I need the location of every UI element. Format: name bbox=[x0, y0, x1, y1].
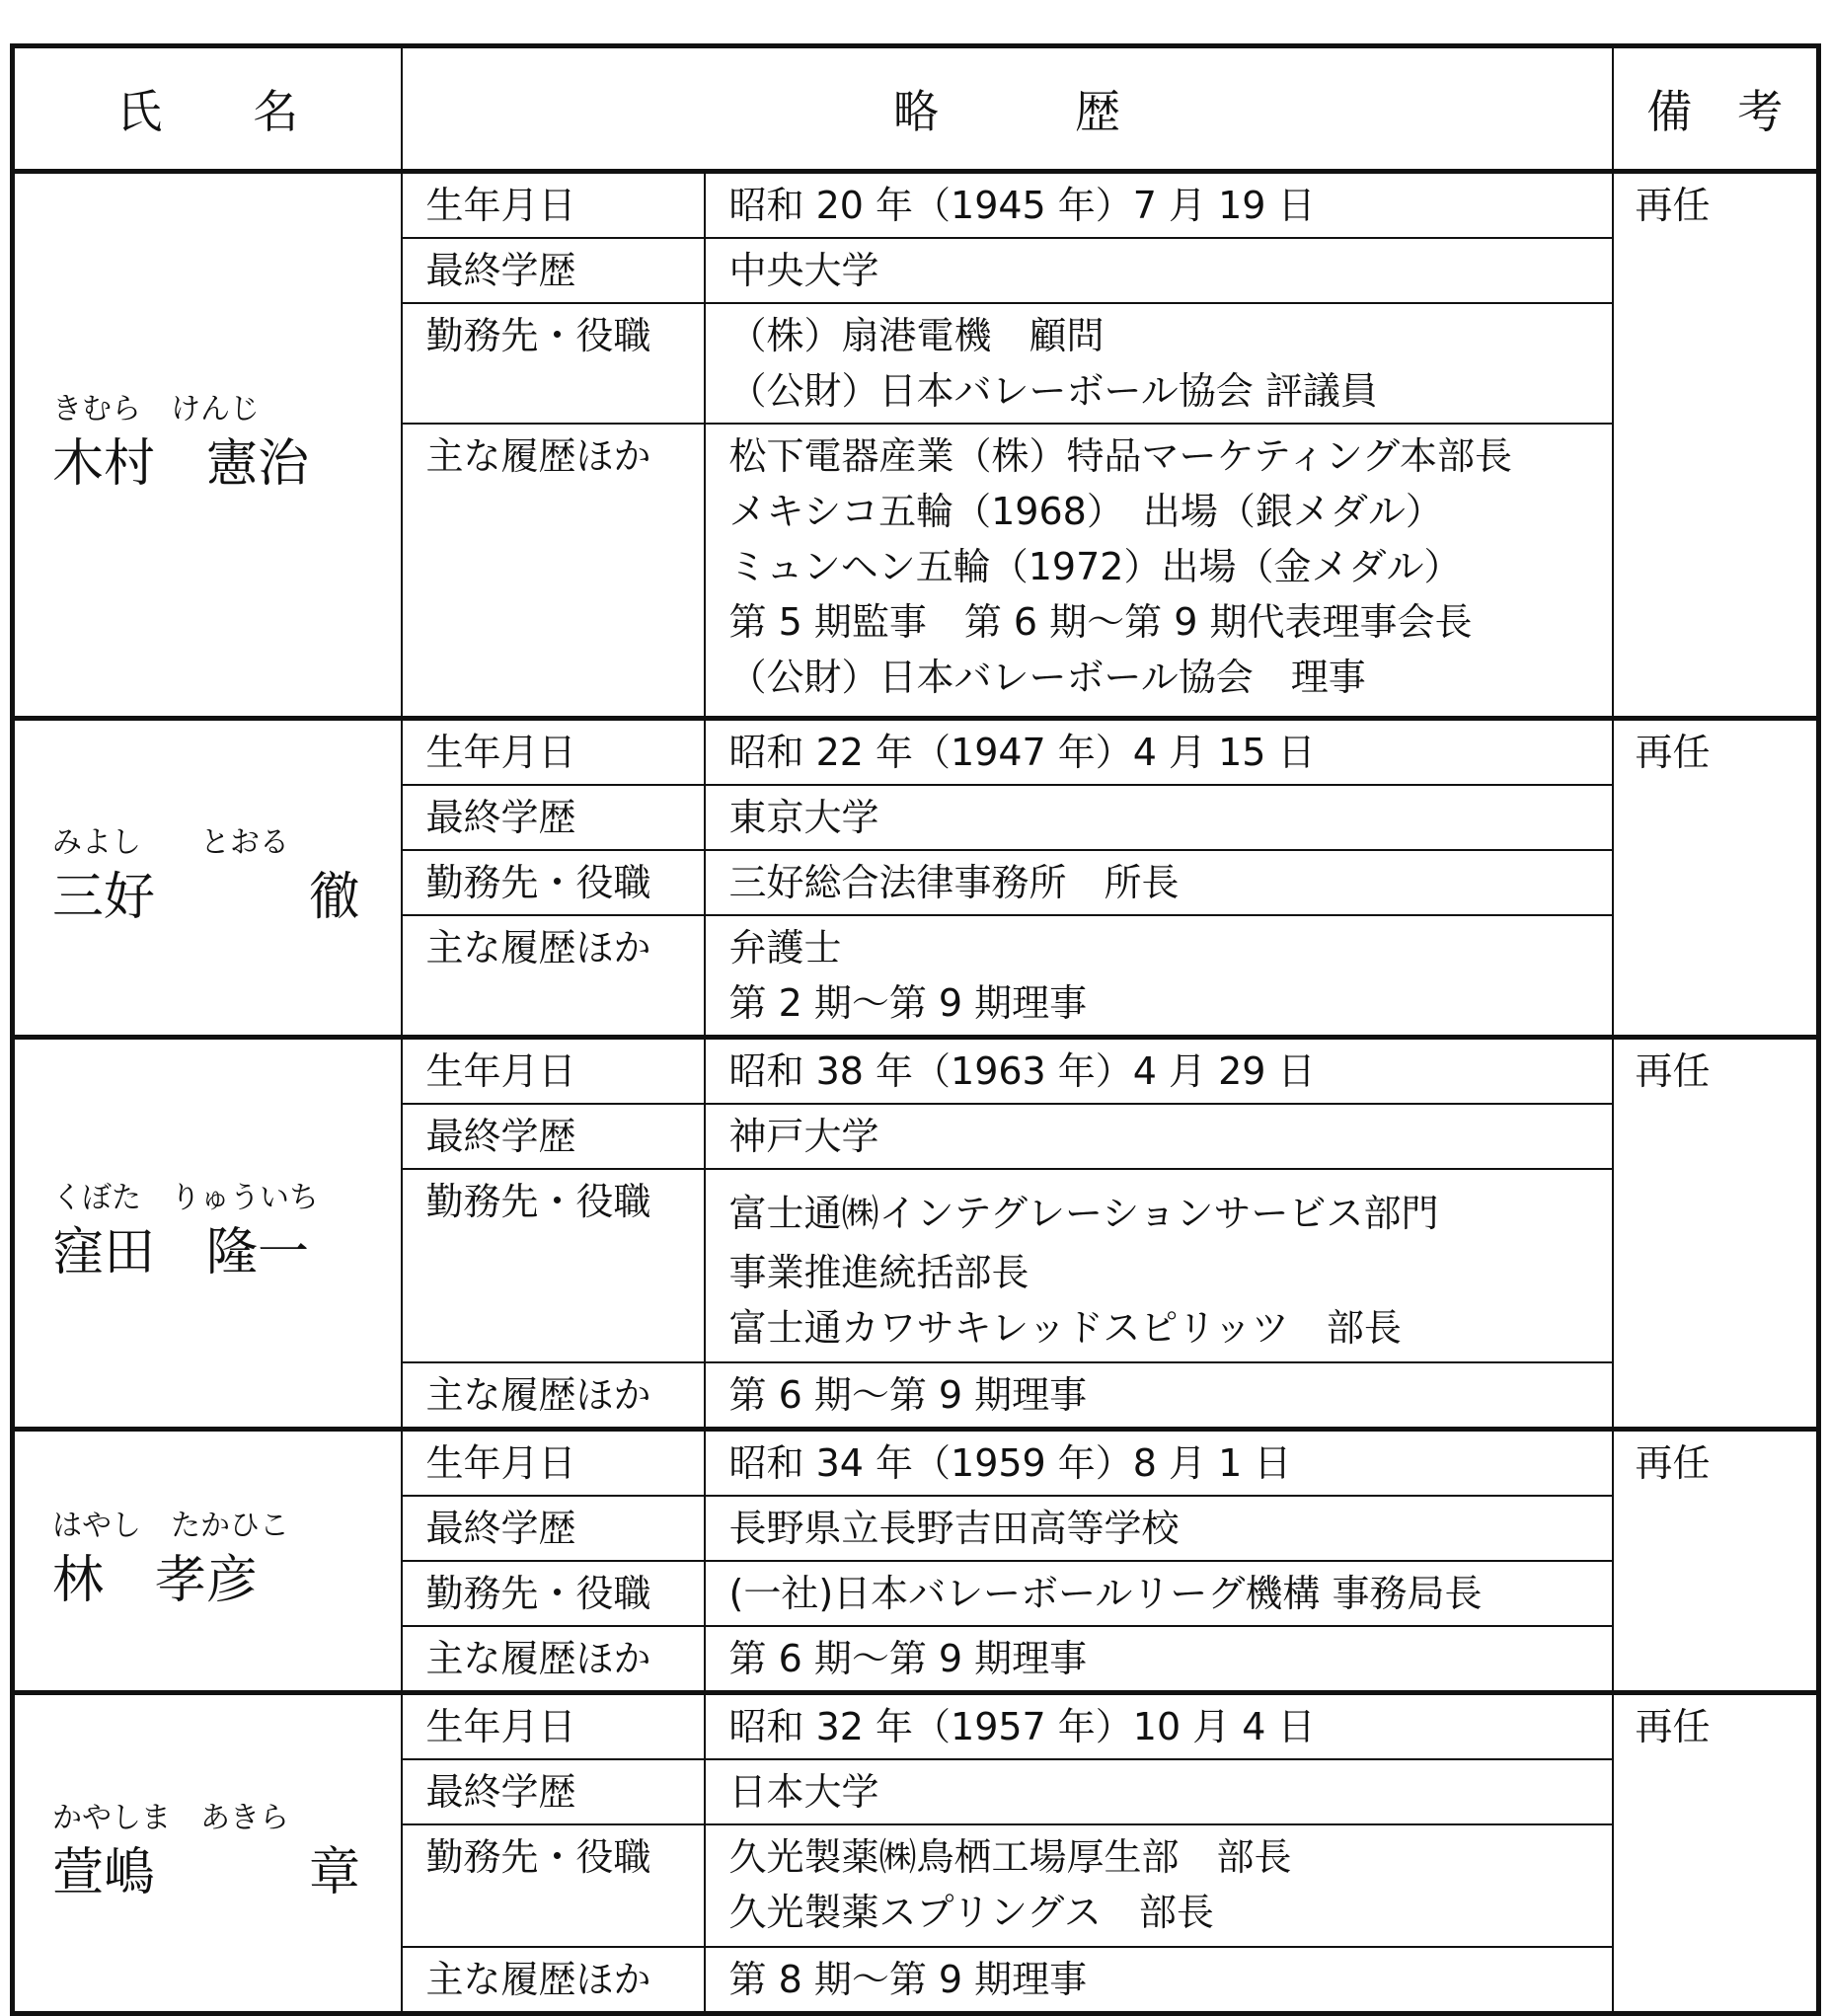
label-education: 最終学歴 bbox=[402, 238, 705, 303]
label-birth: 生年月日 bbox=[402, 718, 705, 785]
employer-line: （株）扇港電機 顧問 bbox=[728, 314, 1105, 357]
label-employer: 勤務先・役職 bbox=[402, 1169, 705, 1362]
name-cell bbox=[13, 1038, 402, 1430]
employer-line: 富士通カワサキレッドスピリッツ 部長 bbox=[728, 1306, 1402, 1350]
person-group-4 bbox=[13, 1430, 1819, 1693]
table-row bbox=[13, 1430, 1819, 1497]
note-value: 再任 bbox=[1613, 718, 1819, 1038]
career-line: 第 2 期～第 9 期理事 bbox=[728, 980, 1088, 1025]
birth-value: 昭和 38 年（1963 年）4 月 29 日 bbox=[705, 1038, 1613, 1105]
header-note: 備 考 bbox=[1613, 46, 1819, 172]
label-career: 主な履歴ほか bbox=[402, 1362, 705, 1430]
career-line: ミュンヘン五輪（1972）出場（金メダル） bbox=[728, 545, 1462, 588]
employer-line: 三好総合法律事務所 所長 bbox=[728, 860, 1180, 904]
employer-line: 久光製薬㈱鳥栖工場厚生部 部長 bbox=[728, 1835, 1292, 1879]
label-employer: 勤務先・役職 bbox=[402, 850, 705, 915]
education-value: 神戸大学 bbox=[705, 1104, 1613, 1169]
career-line: 弁護士 bbox=[728, 925, 842, 969]
label-birth: 生年月日 bbox=[402, 172, 705, 239]
label-career: 主な履歴ほか bbox=[402, 1947, 705, 2014]
label-employer: 勤務先・役職 bbox=[402, 303, 705, 424]
birth-value: 昭和 32 年（1957 年）10 月 4 日 bbox=[705, 1693, 1613, 1760]
name-cell bbox=[13, 172, 402, 719]
note-value: 再任 bbox=[1613, 1430, 1819, 1693]
furigana: かやしま あきら bbox=[52, 1801, 289, 1835]
employer-value bbox=[705, 303, 1613, 424]
birth-value: 昭和 34 年（1959 年）8 月 1 日 bbox=[705, 1430, 1613, 1497]
label-education: 最終学歴 bbox=[402, 1496, 705, 1561]
person-name: 萱嶋 章 bbox=[52, 1843, 361, 1902]
person-name: 木村 憲治 bbox=[52, 434, 310, 495]
officer-roster-table bbox=[10, 43, 1821, 2016]
table-row bbox=[13, 1038, 1819, 1105]
label-birth: 生年月日 bbox=[402, 1038, 705, 1105]
career-value bbox=[705, 1362, 1613, 1430]
employer-value bbox=[705, 1169, 1613, 1362]
name-cell bbox=[13, 718, 402, 1038]
note-value: 再任 bbox=[1613, 1038, 1819, 1430]
furigana: くぼた りゅういち bbox=[52, 1181, 319, 1215]
note-value: 再任 bbox=[1613, 1693, 1819, 2014]
person-group-3 bbox=[13, 1038, 1819, 1430]
career-line: （公財）日本バレーボール協会 理事 bbox=[728, 656, 1366, 699]
employer-line: 事業推進統括部長 bbox=[728, 1251, 1029, 1294]
career-line: 松下電器産業（株）特品マーケティング本部長 bbox=[728, 434, 1512, 478]
birth-value: 昭和 22 年（1947 年）4 月 15 日 bbox=[705, 718, 1613, 785]
person-group-5 bbox=[13, 1693, 1819, 2014]
career-line: メキシコ五輪（1968） 出場（銀メダル） bbox=[728, 490, 1443, 533]
person-group-2 bbox=[13, 718, 1819, 1038]
label-employer: 勤務先・役職 bbox=[402, 1561, 705, 1626]
label-birth: 生年月日 bbox=[402, 1693, 705, 1760]
table-row bbox=[13, 1693, 1819, 1760]
label-career: 主な履歴ほか bbox=[402, 424, 705, 718]
name-cell bbox=[13, 1693, 402, 2014]
career-value bbox=[705, 915, 1613, 1038]
career-value bbox=[705, 424, 1613, 718]
career-line: 第 5 期監事 第 6 期～第 9 期代表理事会長 bbox=[728, 600, 1473, 644]
employer-line: 久光製薬スプリングス 部長 bbox=[728, 1891, 1214, 1934]
header-name: 氏 名 bbox=[13, 46, 402, 172]
header-history: 略 歴 bbox=[402, 46, 1613, 172]
employer-line: (一社)日本バレーボールリーグ機構 事務局長 bbox=[728, 1572, 1483, 1615]
education-value: 東京大学 bbox=[705, 785, 1613, 850]
career-value bbox=[705, 1626, 1613, 1693]
label-employer: 勤務先・役職 bbox=[402, 1824, 705, 1947]
employer-value bbox=[705, 1561, 1613, 1626]
header-row bbox=[13, 46, 1819, 172]
employer-line: 富士通㈱インテグレーションサービス部門 bbox=[728, 1192, 1439, 1235]
furigana: きむら けんじ bbox=[52, 392, 260, 427]
name-cell bbox=[13, 1430, 402, 1693]
birth-value: 昭和 20 年（1945 年）7 月 19 日 bbox=[705, 172, 1613, 239]
career-line: 第 6 期～第 9 期理事 bbox=[728, 1637, 1088, 1680]
employer-line: （公財）日本バレーボール協会 評議員 bbox=[728, 369, 1378, 413]
furigana: はやし たかひこ bbox=[52, 1509, 289, 1543]
table-row bbox=[13, 172, 1819, 239]
label-career: 主な履歴ほか bbox=[402, 1626, 705, 1693]
furigana: みよし とおる bbox=[52, 824, 289, 860]
career-line: 第 6 期～第 9 期理事 bbox=[728, 1373, 1088, 1417]
career-line: 第 8 期～第 9 期理事 bbox=[728, 1958, 1088, 2001]
career-value bbox=[705, 1947, 1613, 2014]
employer-value bbox=[705, 1824, 1613, 1947]
education-value: 日本大学 bbox=[705, 1759, 1613, 1824]
table-row bbox=[13, 718, 1819, 785]
person-name: 三好 徹 bbox=[52, 867, 361, 927]
person-group-1 bbox=[13, 172, 1819, 719]
employer-value bbox=[705, 850, 1613, 915]
person-name: 窪田 隆一 bbox=[52, 1223, 310, 1282]
label-career: 主な履歴ほか bbox=[402, 915, 705, 1038]
label-birth: 生年月日 bbox=[402, 1430, 705, 1497]
note-value: 再任 bbox=[1613, 172, 1819, 719]
person-name: 林 孝彦 bbox=[52, 1551, 259, 1610]
education-value: 長野県立長野吉田高等学校 bbox=[705, 1496, 1613, 1561]
label-education: 最終学歴 bbox=[402, 1759, 705, 1824]
label-education: 最終学歴 bbox=[402, 1104, 705, 1169]
education-value: 中央大学 bbox=[705, 238, 1613, 303]
label-education: 最終学歴 bbox=[402, 785, 705, 850]
